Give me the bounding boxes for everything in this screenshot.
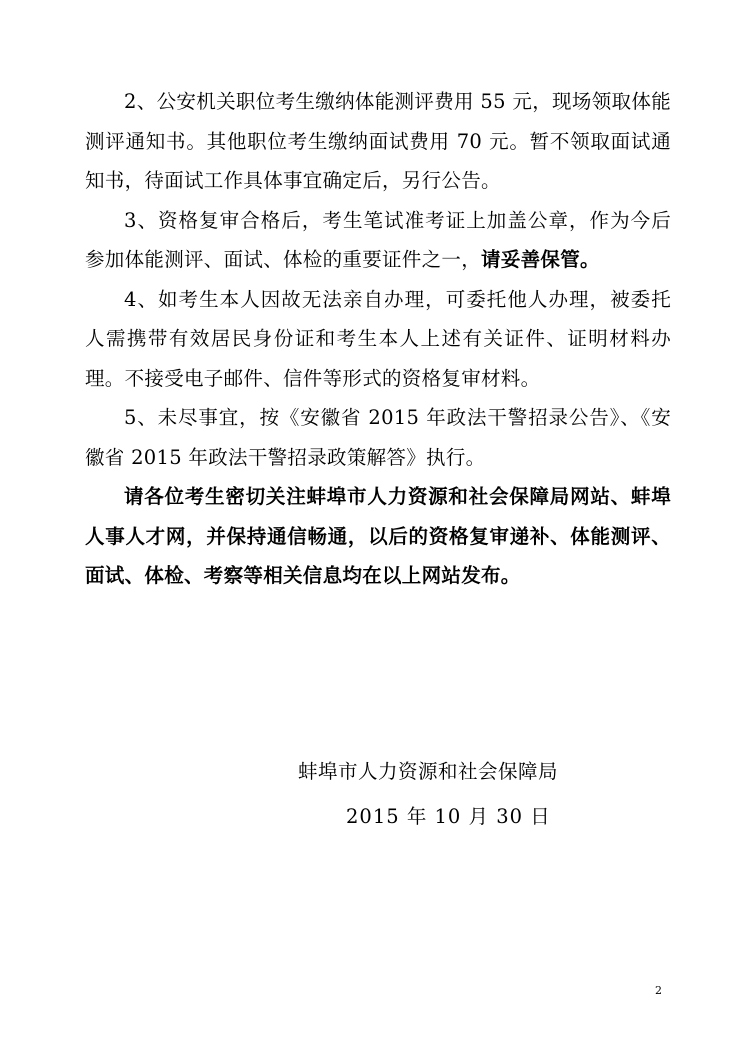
document-body bbox=[85, 82, 671, 596]
page-number: 2 bbox=[655, 984, 662, 997]
paragraph-item-3 bbox=[85, 201, 671, 280]
paragraph-item-3-text: 3、资格复审合格后，考生笔试准考证上加盖公章，作为今后参加体能测评、面试、体检的重要证件之一， bbox=[85, 208, 671, 271]
issue-date: 2015 年 10 月 30 日 bbox=[346, 805, 551, 828]
paragraph-item-5: 5、未尽事宜，按《安徽省 2015 年政法干警招录公告》、《安徽省 2015 年政法干警招录政策解答》执行。 bbox=[85, 406, 671, 469]
paragraph-item-4: 4、如考生本人因故无法亲自办理，可委托他人办理，被委托人需携带有效居民身份证和考生本人上述有关证件、证明材料办理。不接受电子邮件、信件等形式的资格复审材料。 bbox=[85, 287, 671, 390]
paragraph-item-2: 2、公安机关职位考生缴纳体能测评费用 55 元，现场领取体能测评通知书。其他职位考生缴纳面试费用 70 元。暂不领取面试通知书，待面试工作具体事宜确定后，另行公告。 bbox=[85, 90, 671, 192]
paragraph-item-3-emphasis: 请妥善保管。 bbox=[481, 248, 600, 271]
notice-paragraph: 请各位考生密切关注蚌埠市人力资源和社会保障局网站、蚌埠人事人才网，并保持通信畅通，以后的资格复审递补、体能测评、面试、体检、考察等相关信息均在以上网站发布。 bbox=[85, 485, 671, 587]
issuing-organization: 蚌埠市人力资源和社会保障局 bbox=[298, 760, 559, 783]
